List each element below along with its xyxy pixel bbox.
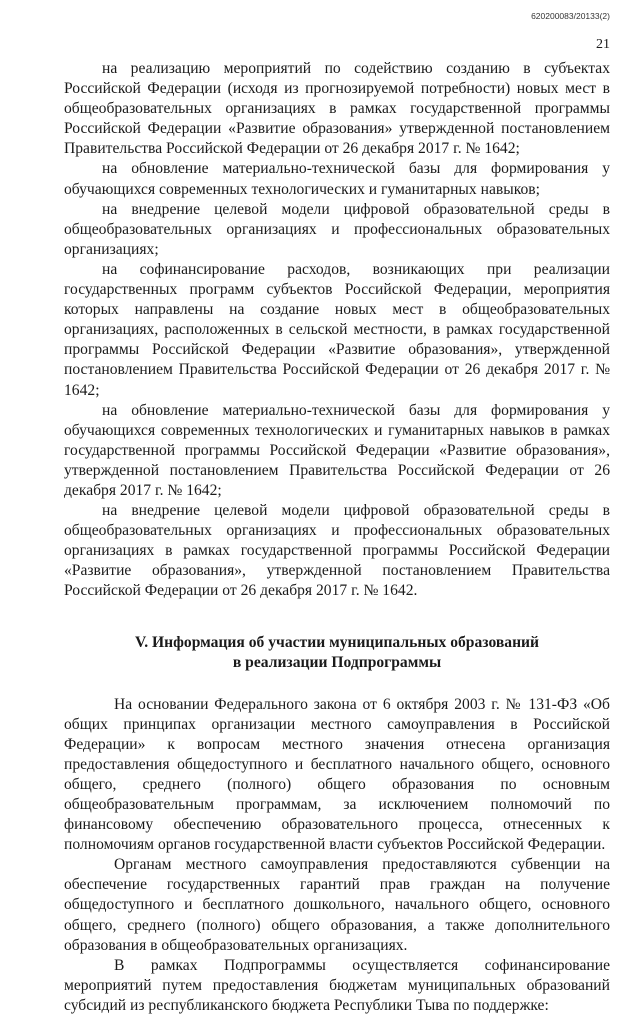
section-paragraph: В рамках Подпрограммы осуществляется софинансирование мероприятий путем предоставления бюджетам муниципальных образований субсидий из республиканского бюджета Республики Тыва по поддержке: bbox=[64, 956, 610, 1014]
list-item: на внедрение целевой модели цифровой образовательной среды в общеобразовательных организациях и профессиональных образовательных организациях; bbox=[64, 200, 610, 258]
page-number: 21 bbox=[596, 37, 610, 52]
section-paragraph: На основании Федерального закона от 6 октября 2003 г. № 131-ФЗ «Об общих принципах организации местного самоуправления в Российской Федерации» к вопросам местного значения отнесена организация предоставления общедоступного и бесплатного начального общего, основного общего, среднего (полного) общего образования по основным общеобразовательным программам, за исключением полномочий по финансовому обеспечению образовательного процесса, отнесенных к полномочиям органов государственной власти субъектов Российской Федерации. bbox=[64, 695, 610, 854]
section-heading-line1: V. Информация об участии муниципальных образований bbox=[134, 633, 540, 651]
page-content bbox=[64, 59, 610, 1016]
list-item: на обновление материально-технической базы для формирования у обучающихся современных технологических и гуманитарных навыков; bbox=[64, 160, 610, 198]
document-code: 620200083/20133(2) bbox=[531, 11, 610, 21]
section-paragraph: Органам местного самоуправления предоставляются субвенции на обеспечение государственных гарантий прав граждан на получение общедоступного и бесплатного дошкольного, начального общего, основного общего, среднего (полного) общего образования, а также дополнительного образования в общеобразовательных организациях. bbox=[64, 856, 610, 954]
list-item: на реализацию мероприятий по содействию созданию в субъектах Российской Федерации (исходя из прогнозируемой потребности) новых мест в общеобразовательных организациях в рамках государственной программы Российской Федерации «Развитие образования» утвержденной постановлением Правительства Российской Федерации от 26 декабря 2017 г. № 1642; bbox=[64, 60, 610, 158]
section-v bbox=[64, 633, 610, 1016]
list-item: на внедрение целевой модели цифровой образовательной среды в общеобразовательных организациях и профессиональных образовательных организациях в рамках государственной программы Российской Федерации «Развитие образования», утвержденной постановлением Правительства Российской Федерации от 26 декабря 2017 г. № 1642. bbox=[64, 502, 610, 600]
section-heading bbox=[64, 633, 610, 674]
section-heading-line2: в реализации Подпрограммы bbox=[232, 654, 442, 672]
list-item: на софинансирование расходов, возникающих при реализации государственных программ субъектов Российской Федерации, мероприятия которых направлены на создание новых мест в общеобразовательных организациях, расположенных в сельской местности, в рамках государственной программы Российской Федерации «Развитие образования», утвержденной постановлением Правительства Российской Федерации от 26 декабря 2017 г. № 1642; bbox=[64, 260, 610, 399]
list-item: на обновление материально-технической базы для формирования у обучающихся современных технологических и гуманитарных навыков в рамках государственной программы Российской Федерации «Развитие образования», утвержденной постановлением Правительства Российской Федерации от 26 декабря 2017 г. № 1642; bbox=[64, 401, 610, 499]
